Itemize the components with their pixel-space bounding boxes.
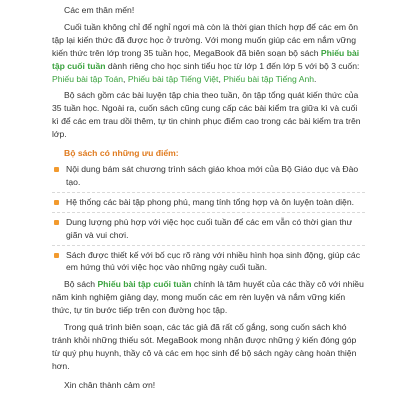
period: . bbox=[314, 73, 317, 84]
separator: , bbox=[218, 73, 224, 84]
list-item bbox=[52, 192, 365, 209]
series-title: Phiếu bài tập cuối tuần bbox=[97, 279, 192, 290]
book-title-vietnamese: Phiếu bài tập Tiếng Việt bbox=[127, 73, 219, 84]
list-item bbox=[52, 245, 365, 275]
advantages-list bbox=[52, 163, 365, 274]
feedback-paragraph: Trong quá trình biên soạn, các tác giả đã rất cố gắng, song cuốn sách khó tránh khỏi những thiếu sót. MegaBook mong nhận được những ý kiến đóng góp từ quý phụ huynh, thầy cô và các em học sinh để bộ sách ngày càng hoàn thiện hơn. bbox=[52, 322, 357, 371]
book-title-math: Phiếu bài tập Toán bbox=[52, 73, 124, 84]
content-paragraph: Bộ sách gồm các bài luyện tập chia theo tuần, ôn tập tổng quát kiến thức của 35 tuần học. Ngoài ra, cuốn sách cũng cung cấp các bài kiểm tra giữa kì và cuối kì để các em trau dồi thêm, tự tin chinh phục điểm cao trong các bài kiểm tra trên lớp. bbox=[52, 90, 361, 140]
intro-text-1: Cuối tuần không chỉ để nghỉ ngơi mà còn là thời gian thích hợp để các em ôn tập lại kiến thức đã được học ở trường. Với mong muốn giúp các em nắm vững kiến thức trên lớp trong 35 tuần học, MegaBook đã biên soạn bộ sách bbox=[52, 21, 358, 58]
dedication-text-2: chính là tâm huyết của các thầy cô với nhiều năm kinh nghiệm giảng dạy, mong muốn các em rèn luyện và nắm vững kiến thức, tự tin bước tiếp trên con đường học tập. bbox=[52, 279, 364, 316]
list-item-text: Nội dung bám sát chương trình sách giáo khoa mới của Bộ Giáo dục và Đào tạo. bbox=[66, 163, 359, 187]
list-item-text: Dung lượng phù hợp với việc học cuối tuần để các em vẫn có thời gian thư giãn và vui chơi. bbox=[66, 216, 353, 240]
dedication-paragraph bbox=[52, 278, 365, 317]
bullet-icon bbox=[54, 220, 59, 225]
list-item bbox=[52, 212, 365, 242]
list-item-text: Hệ thống các bài tập phong phú, mang tính tổng hợp và ôn luyện toàn diện. bbox=[66, 196, 355, 207]
bullet-icon bbox=[54, 253, 59, 258]
intro-text-2: dành riêng cho học sinh tiểu học từ lớp 1 đến lớp 5 với bộ 3 cuốn: bbox=[105, 60, 360, 71]
dedication-text-1: Bộ sách bbox=[64, 279, 98, 290]
intro-paragraph bbox=[52, 21, 365, 86]
bullet-icon bbox=[54, 200, 59, 205]
series-title: Phiếu bài tập cuối tuần bbox=[52, 47, 360, 71]
list-item bbox=[52, 163, 365, 189]
separator: , bbox=[123, 73, 128, 84]
list-item-text: Sách được thiết kế với bố cục rõ ràng với nhiều hình họa sinh động, giúp các em hứng thú với việc học vào những ngày cuối tuần. bbox=[66, 249, 361, 273]
bullet-icon bbox=[54, 167, 59, 172]
advantages-heading: Bộ sách có những ưu điểm: bbox=[64, 148, 179, 159]
greeting: Các em thân mến! bbox=[64, 5, 135, 15]
book-title-english: Phiếu bài tập Tiếng Anh bbox=[223, 73, 315, 84]
closing-line: Xin chân thành cảm ơn! bbox=[64, 379, 156, 390]
